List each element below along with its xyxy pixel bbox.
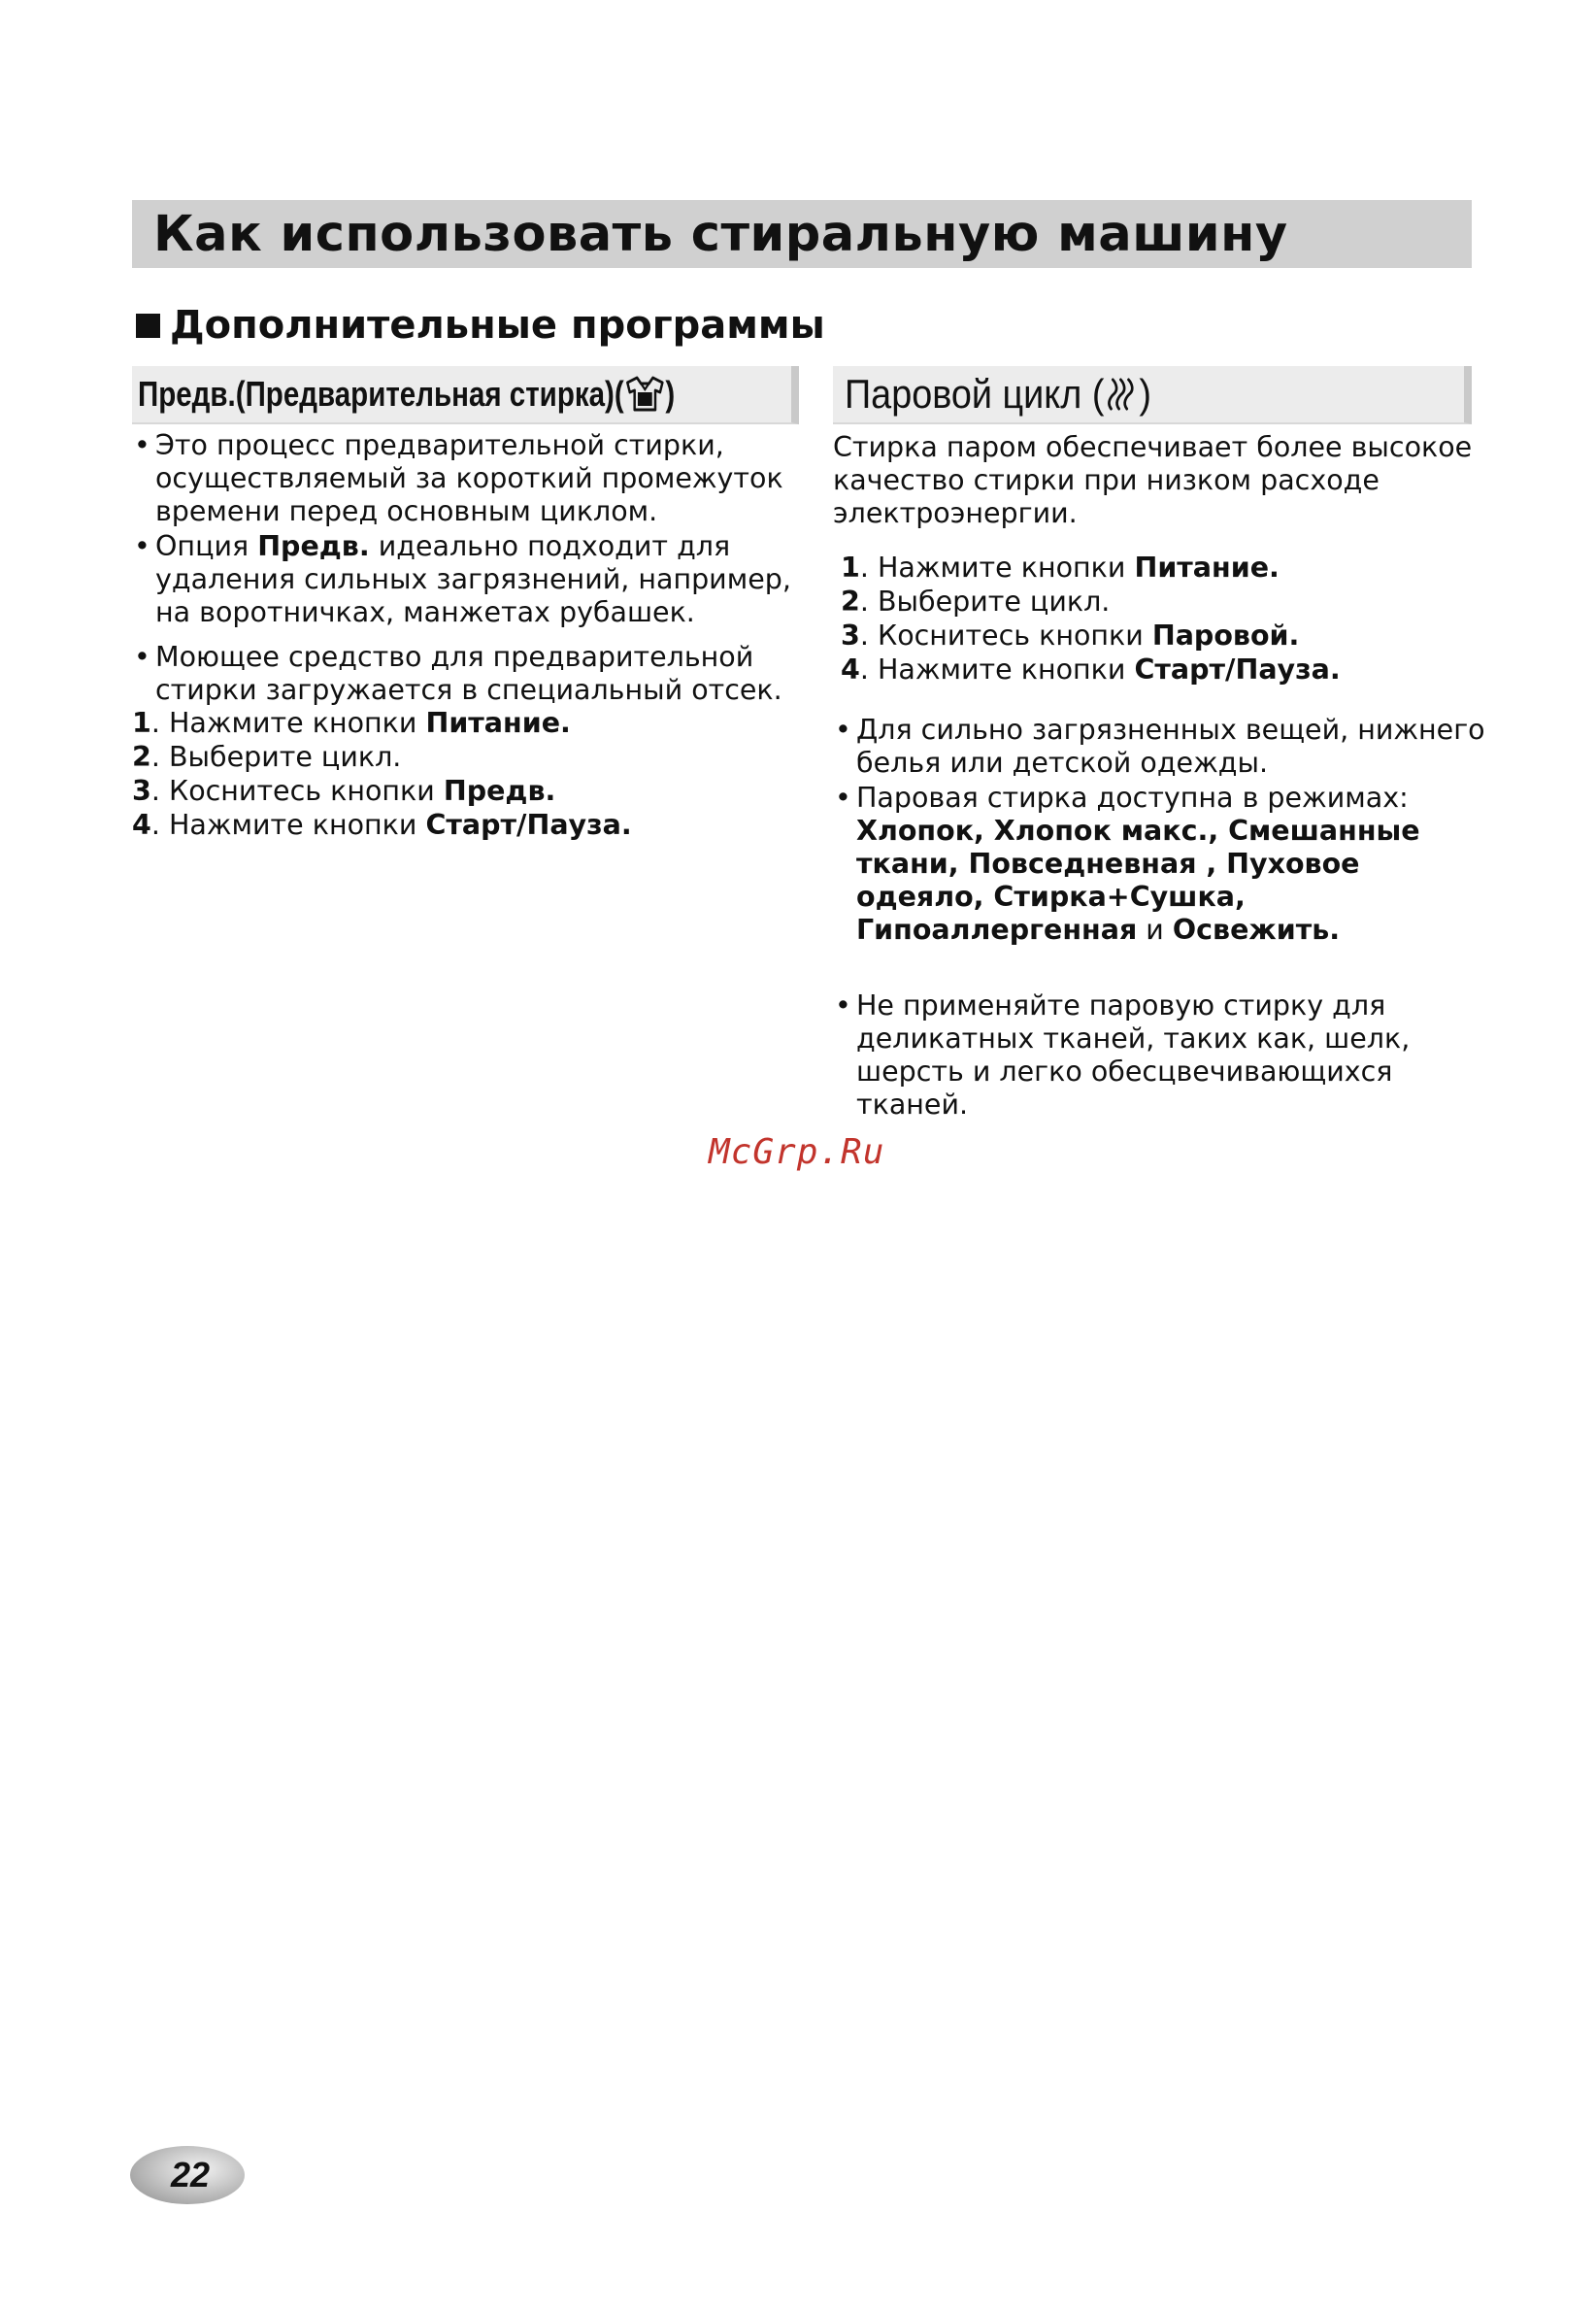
prewash-header-text: Предв.(Предварительная стирка) — [138, 374, 615, 414]
steam-step: 1. Нажмите кнопки Питание. — [841, 552, 1280, 584]
prewash-bullet: • Опция Предв. идеально подходит для удаления сильных загрязнений, например, на воротничках, манжетах рубашек. — [132, 530, 792, 629]
prewash-step: 4. Нажмите кнопки Старт/Пауза. — [132, 809, 632, 841]
steam-icon — [1104, 374, 1139, 415]
section-title-text: Дополнительные программы — [170, 303, 825, 348]
steam-intro: Стирка паром обеспечивает более высокое качество стирки при низком расходе электроэнергии. — [833, 431, 1473, 529]
steam-step: 3. Коснитесь кнопки Паровой. — [841, 620, 1300, 652]
prewash-bullets — [132, 429, 792, 707]
steam-bullet: • Не применяйте паровую стирку для деликатных тканей, таких как, шелк, шерсть и легко обесцвечивающихся тканей. — [833, 989, 1493, 1122]
steam-bullets — [833, 714, 1493, 1122]
page-number: 22 — [170, 2155, 211, 2195]
square-bullet-icon — [136, 314, 160, 338]
prewash-column — [132, 429, 792, 842]
steam-step: 4. Нажмите кнопки Старт/Пауза. — [841, 653, 1341, 686]
steam-header: Паровой цикл ( ) — [833, 366, 1472, 424]
steam-step: 2. Выберите цикл. — [841, 586, 1111, 618]
steam-column — [833, 431, 1493, 1122]
watermark: McGrp.Ru — [709, 1132, 885, 1172]
prewash-bullet: • Моющее средство для предварительной стирки загружается в специальный отсек. — [132, 641, 792, 707]
prewash-bullet: • Это процесс предварительной стирки, осуществляемый за короткий промежуток времени перед основным циклом. — [132, 429, 792, 528]
steam-header-text: Паровой цикл — [845, 371, 1082, 417]
prewash-header: Предв.(Предварительная стирка) ( ) — [132, 366, 799, 424]
steam-steps — [833, 552, 1493, 687]
section-title — [136, 303, 825, 348]
prewash-steps — [132, 707, 792, 842]
page-title-bar — [132, 200, 1472, 268]
shirt-icon — [624, 375, 666, 414]
page-number-badge — [130, 2146, 245, 2204]
prewash-step: 2. Выберите цикл. — [132, 741, 402, 773]
steam-bullet: • Для сильно загрязненных вещей, нижнего белья или детской одежды. — [833, 714, 1493, 780]
page-title: Как использовать стиральную машину — [153, 205, 1288, 263]
prewash-step: 1. Нажмите кнопки Питание. — [132, 707, 571, 739]
steam-bullet: • Паровая стирка доступна в режимах: Хлопок, Хлопок макс., Смешанные ткани, Повседневная , Пуховое одеяло, Стирка+Сушка, Гипоаллергенная и Освежить. — [833, 782, 1493, 947]
prewash-step: 3. Коснитесь кнопки Предв. — [132, 775, 556, 807]
